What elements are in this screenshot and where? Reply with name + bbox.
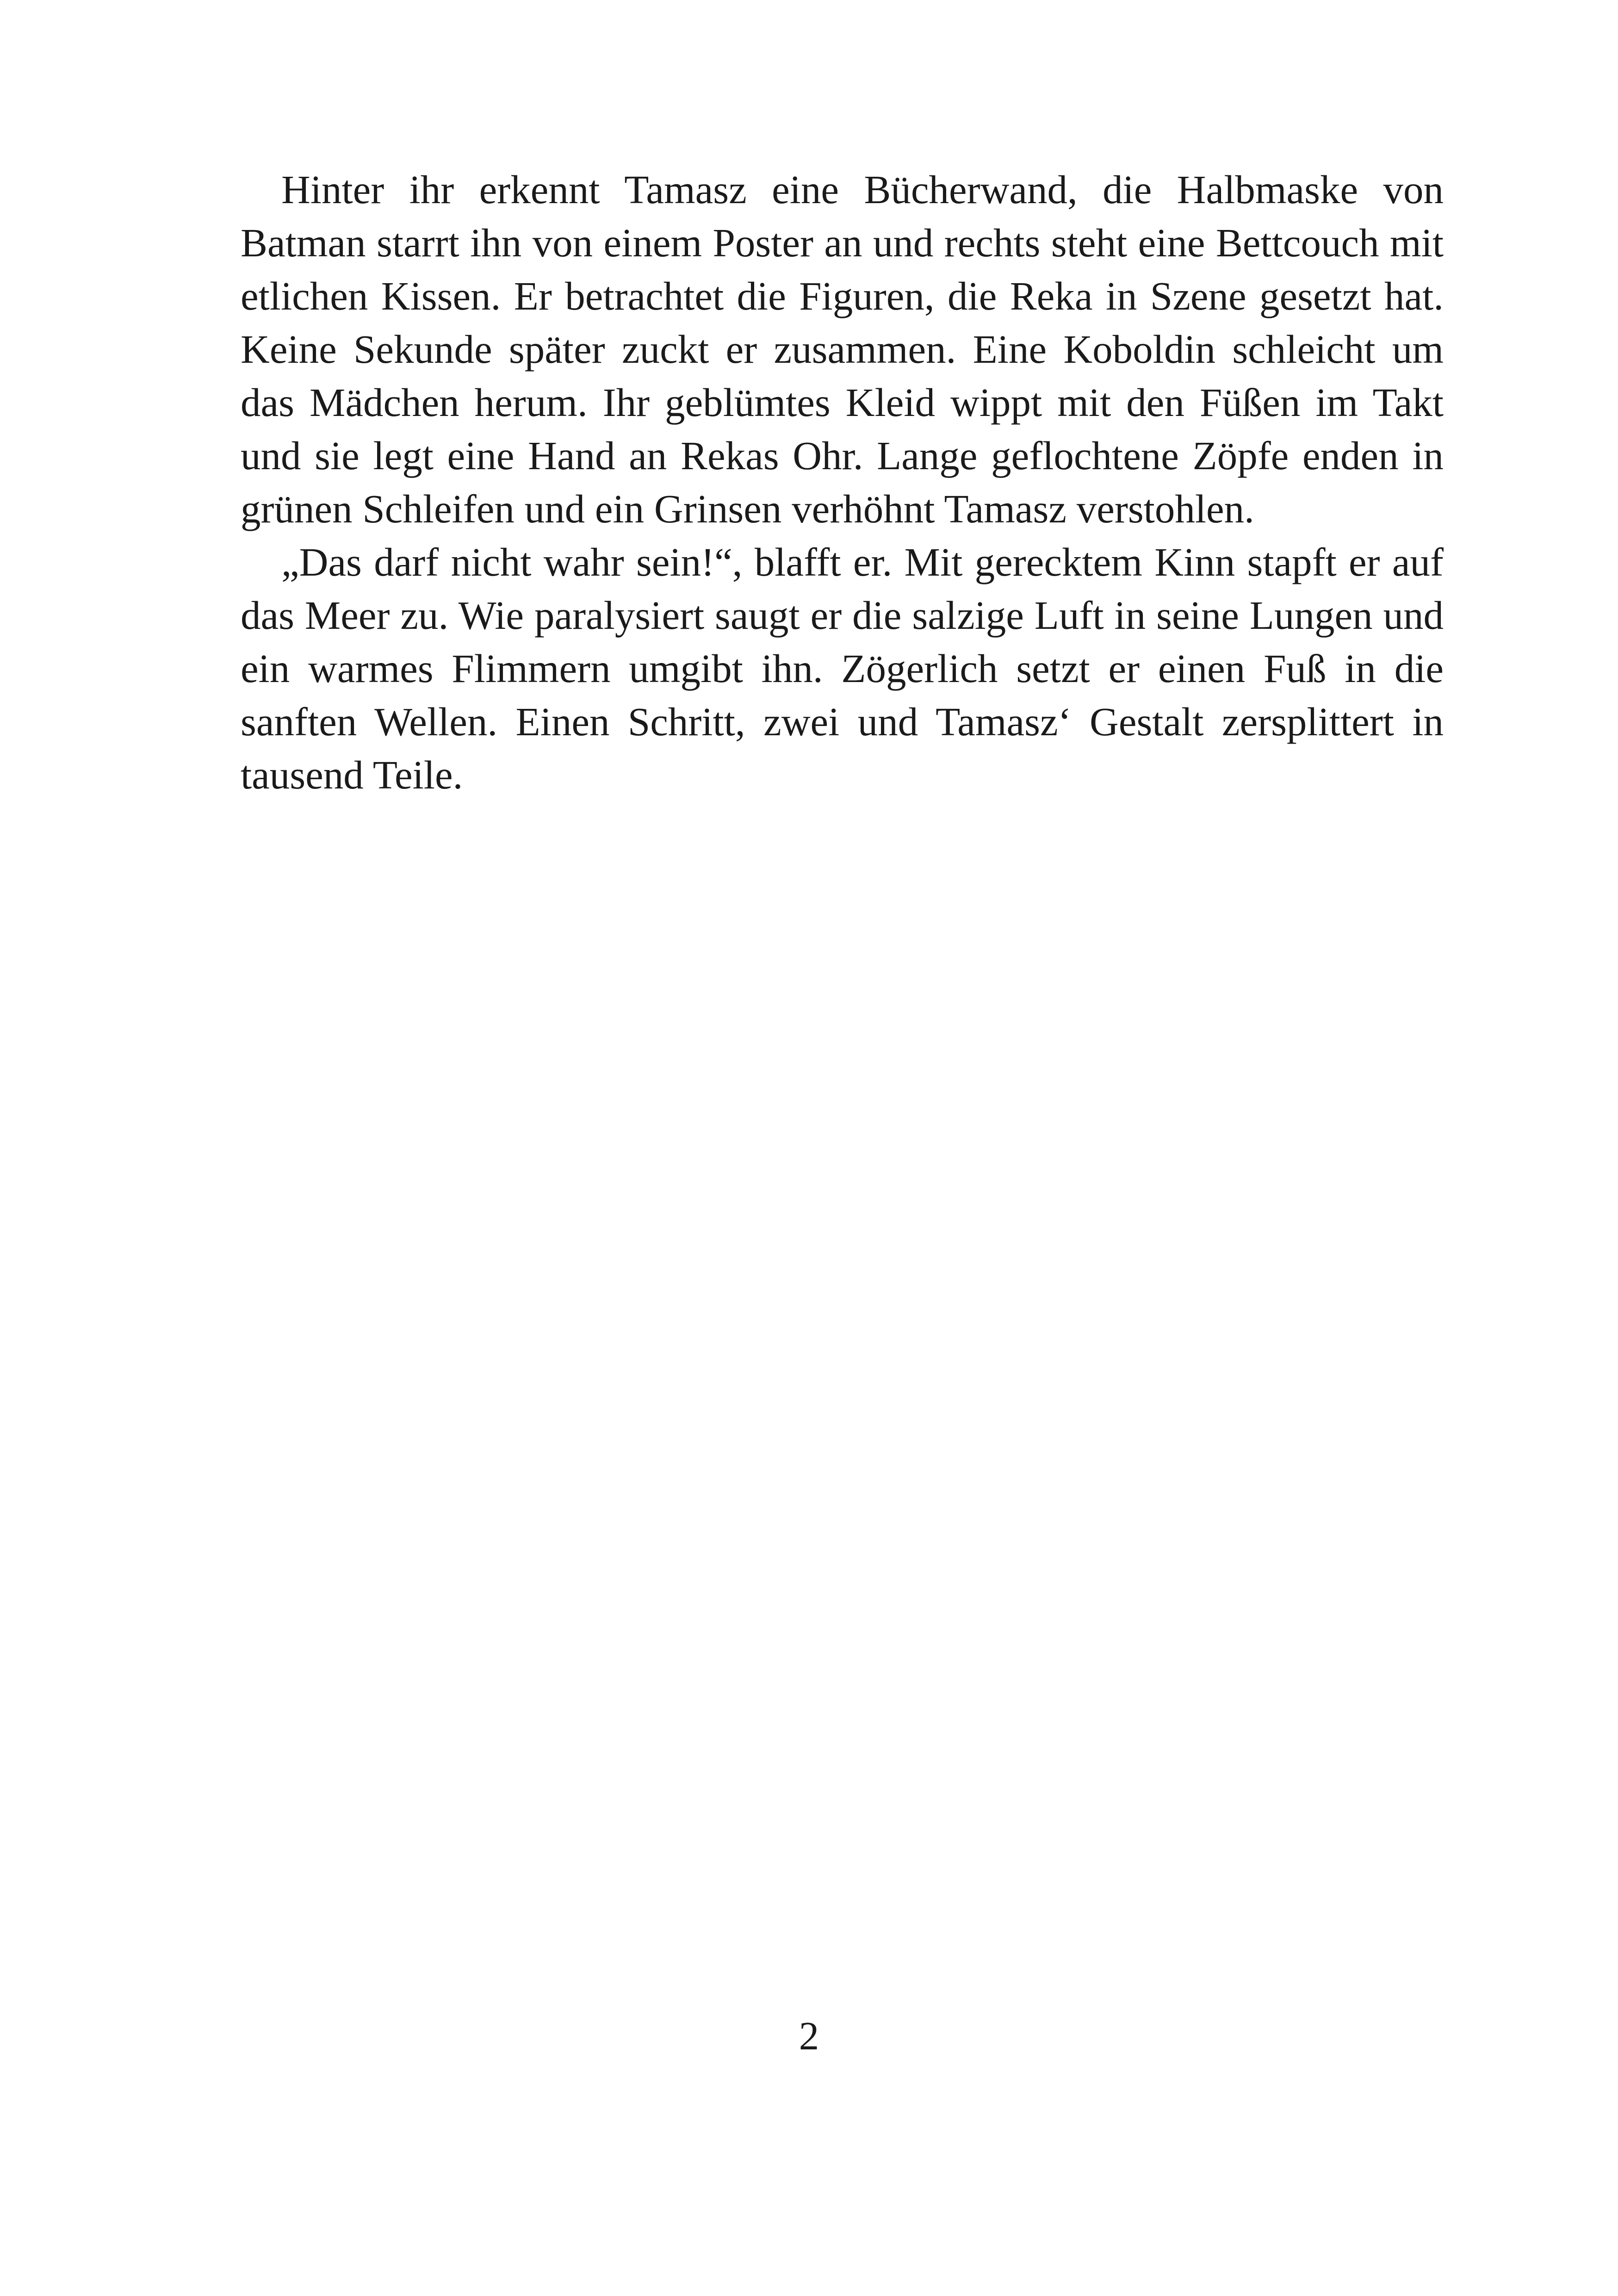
paragraph-2: „Das darf nicht wahr sein!“, blafft er. Mit gerecktem Kinn stapft er auf das Meer zu. Wie paralysiert saugt er die salzige Luft in seine Lungen und ein warmes Flimmern umgibt ihn. Zögerlich setzt er einen Fuß in die sanften Wellen. Einen Schritt, zwei und Tamasz‘ Gestalt zersplittert in tausend Teile. bbox=[241, 540, 1444, 797]
page-number: 2 bbox=[799, 2013, 819, 2058]
body-text bbox=[241, 163, 1444, 801]
paragraph-1: Hinter ihr erkennt Tamasz eine Bücherwand, die Halbmaske von Batman starrt ihn von einem Poster an und rechts steht eine Bettcouch mit etlichen Kissen. Er betrachtet die Figuren, die Reka in Szene gesetzt hat. Keine Sekunde später zuckt er zusammen. Eine Koboldin schleicht um das Mädchen herum. Ihr geblümtes Kleid wippt mit den Füßen im Takt und sie legt eine Hand an Rekas Ohr. Lange geflochtene Zöpfe enden in grünen Schleifen und ein Grinsen verhöhnt Tamasz verstohlen. bbox=[241, 167, 1444, 531]
